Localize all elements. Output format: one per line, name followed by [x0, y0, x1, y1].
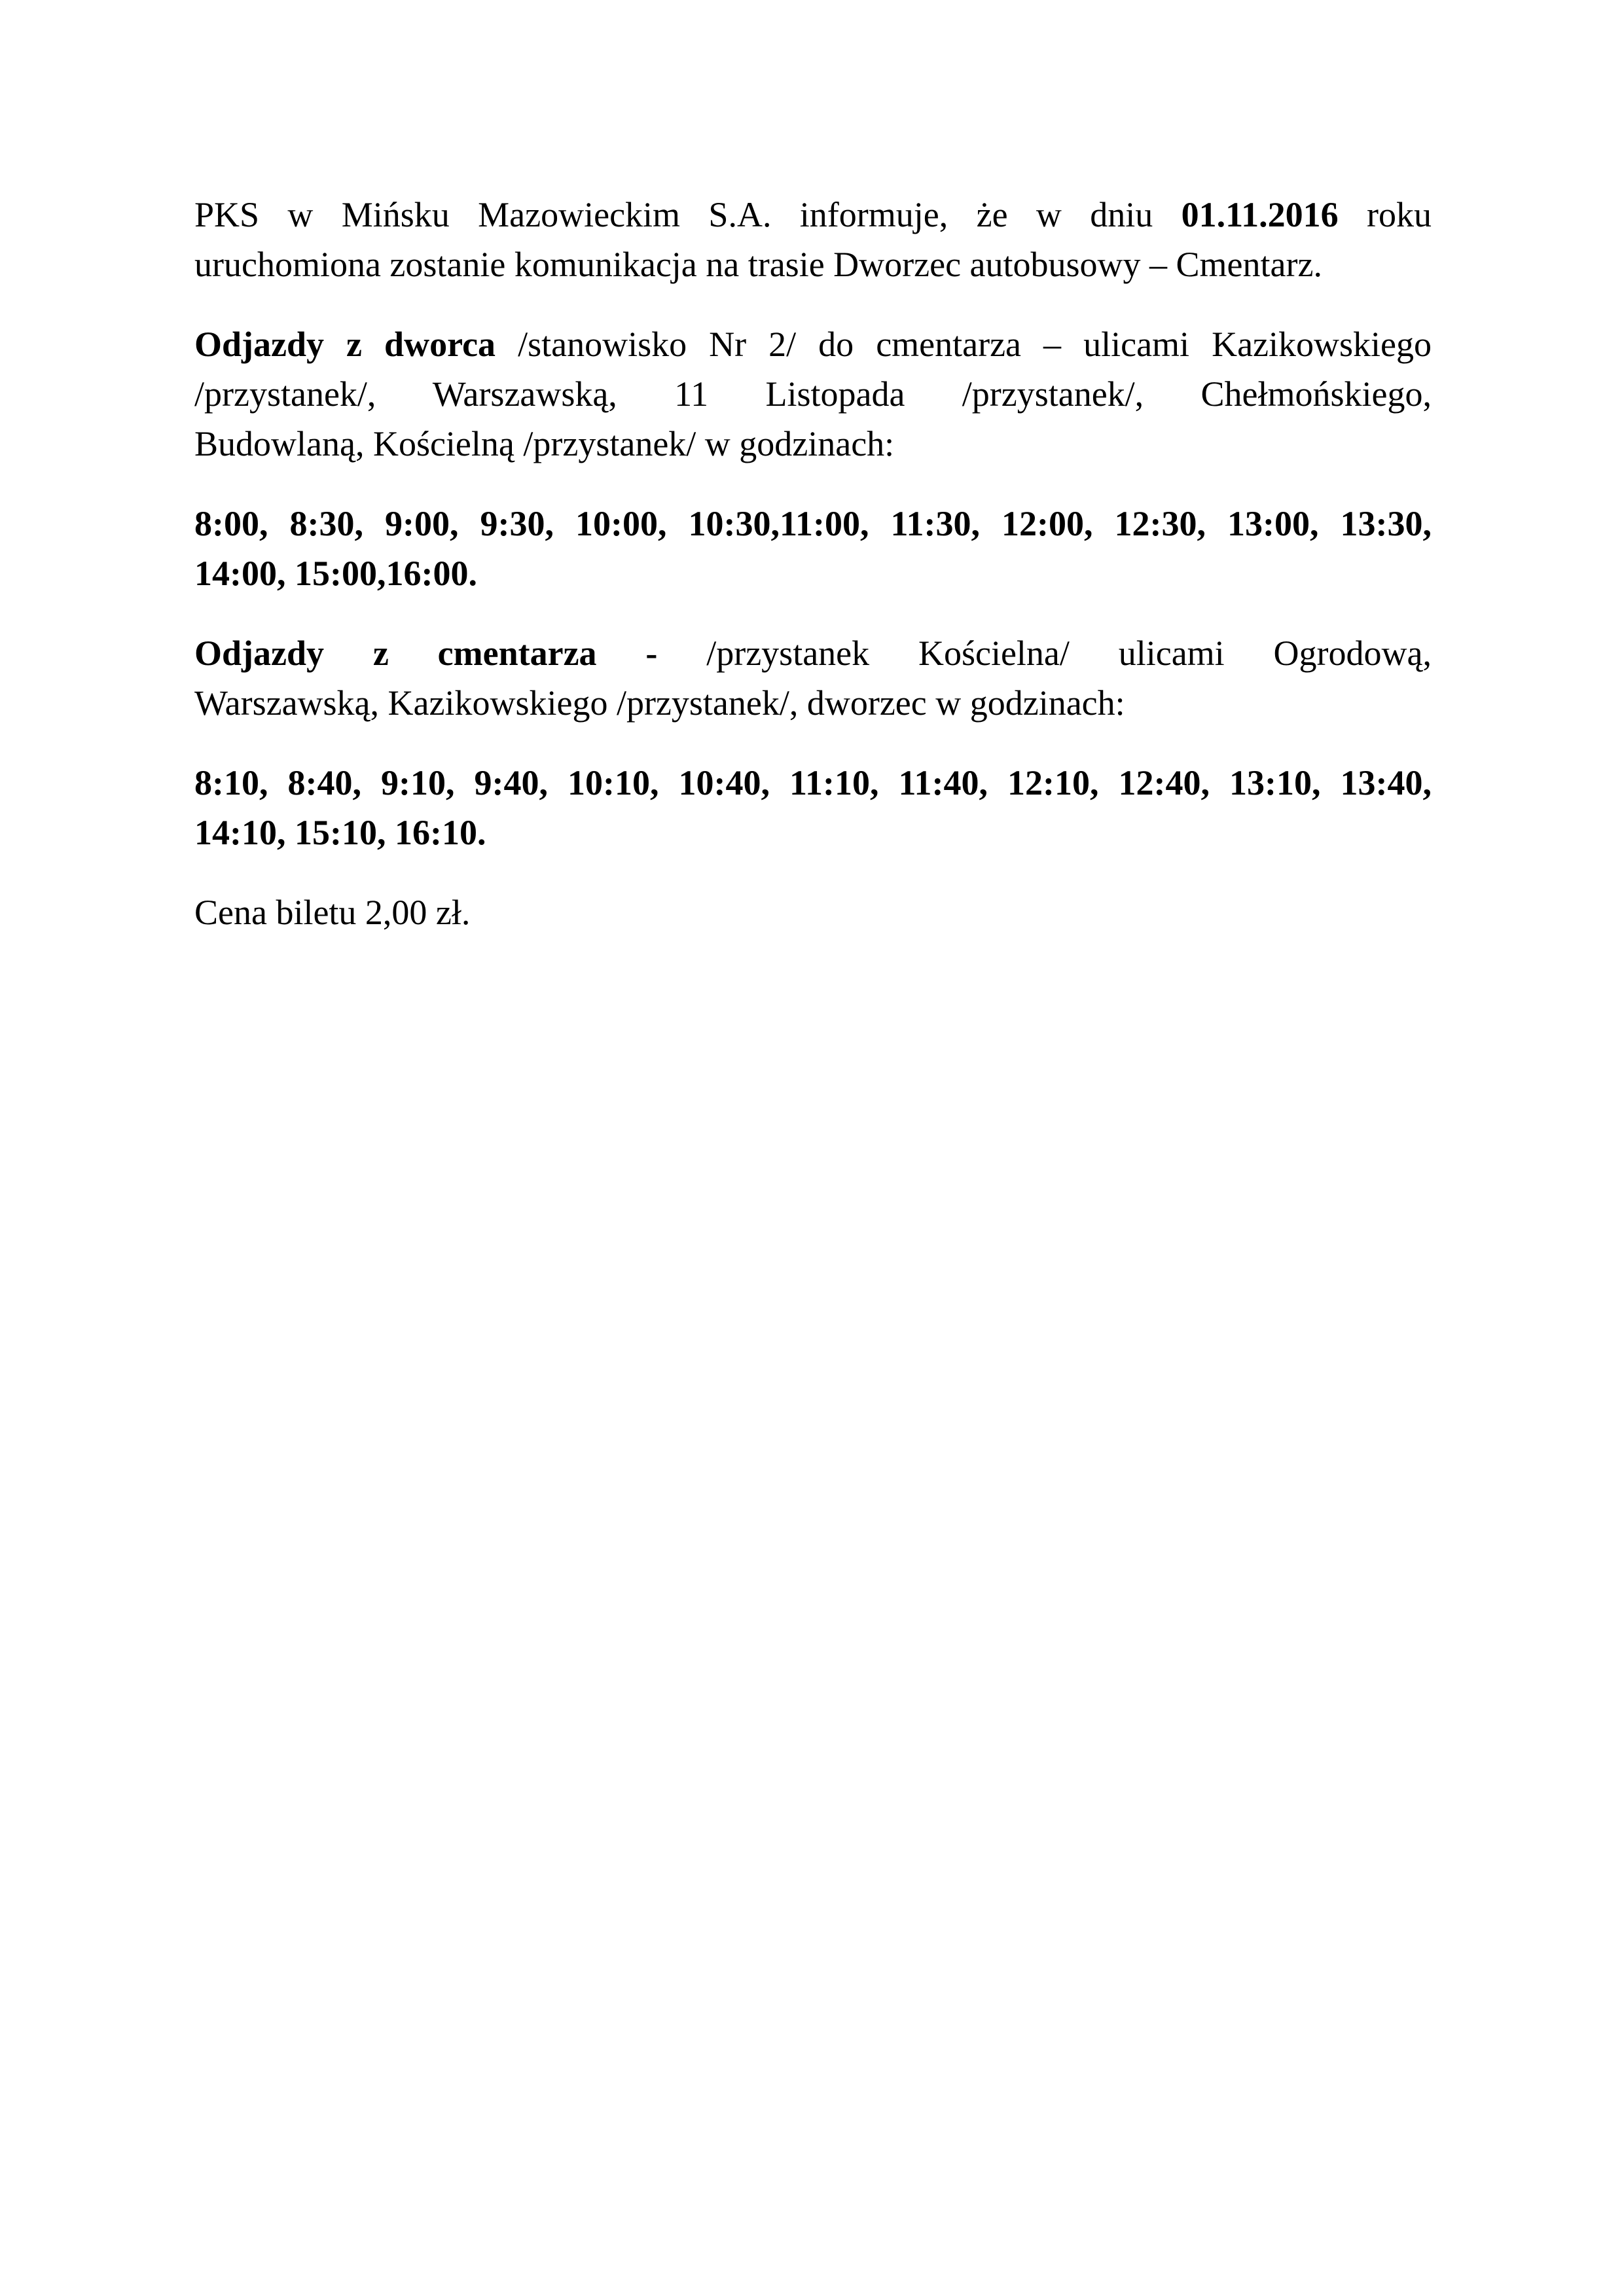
intro-line-1	[194, 190, 1432, 240]
from-station-times-line-1: 8:00, 8:30, 9:00, 9:30, 10:00, 10:30,11:00, 11:30, 12:00, 12:30, 13:00, 13:30,	[194, 504, 1432, 543]
from-station-times	[194, 499, 1432, 598]
from-cemetery-paragraph	[194, 628, 1432, 728]
from-cemetery-times-line-1: 8:10, 8:40, 9:10, 9:40, 10:10, 10:40, 11:10, 11:40, 12:10, 12:40, 13:10, 13:40,	[194, 763, 1432, 802]
intro-text-start: PKS w Mińsku Mazowieckim S.A. informuje, że w dniu	[194, 195, 1182, 234]
notice-body	[194, 190, 1432, 967]
ticket-price: Cena biletu 2,00 zł.	[194, 893, 471, 932]
from-cemetery-heading: Odjazdy z cmentarza -	[194, 634, 658, 673]
from-cemetery-times	[194, 758, 1432, 857]
intro-paragraph	[194, 190, 1432, 289]
intro-text-end: roku	[1338, 195, 1432, 234]
from-cemetery-times-line-2: 14:10, 15:10, 16:10.	[194, 813, 486, 852]
from-station-times-line-2: 14:00, 15:00,16:00.	[194, 554, 477, 593]
from-station-line-2: /przystanek/, Warszawską, 11 Listopada /przystanek/, Chełmońskiego,	[194, 374, 1432, 414]
from-cemetery-line-2: Warszawską, Kazikowskiego /przystanek/, dworzec w godzinach:	[194, 683, 1125, 723]
from-station-paragraph	[194, 319, 1432, 469]
intro-line-2: uruchomiona zostanie komunikacja na trasie Dworzec autobusowy – Cmentarz.	[194, 245, 1322, 284]
service-date: 01.11.2016	[1181, 195, 1339, 234]
from-station-route-start: /stanowisko Nr 2/ do cmentarza – ulicami Kazikowskiego	[496, 325, 1432, 364]
from-cemetery-route-start: /przystanek Kościelna/ ulicami Ogrodową,	[657, 634, 1432, 673]
from-station-line-3: Budowlaną, Kościelną /przystanek/ w godzinach:	[194, 424, 895, 463]
from-station-heading: Odjazdy z dworca	[194, 325, 496, 364]
from-cemetery-line-1	[194, 628, 1432, 678]
from-station-line-1	[194, 319, 1432, 369]
